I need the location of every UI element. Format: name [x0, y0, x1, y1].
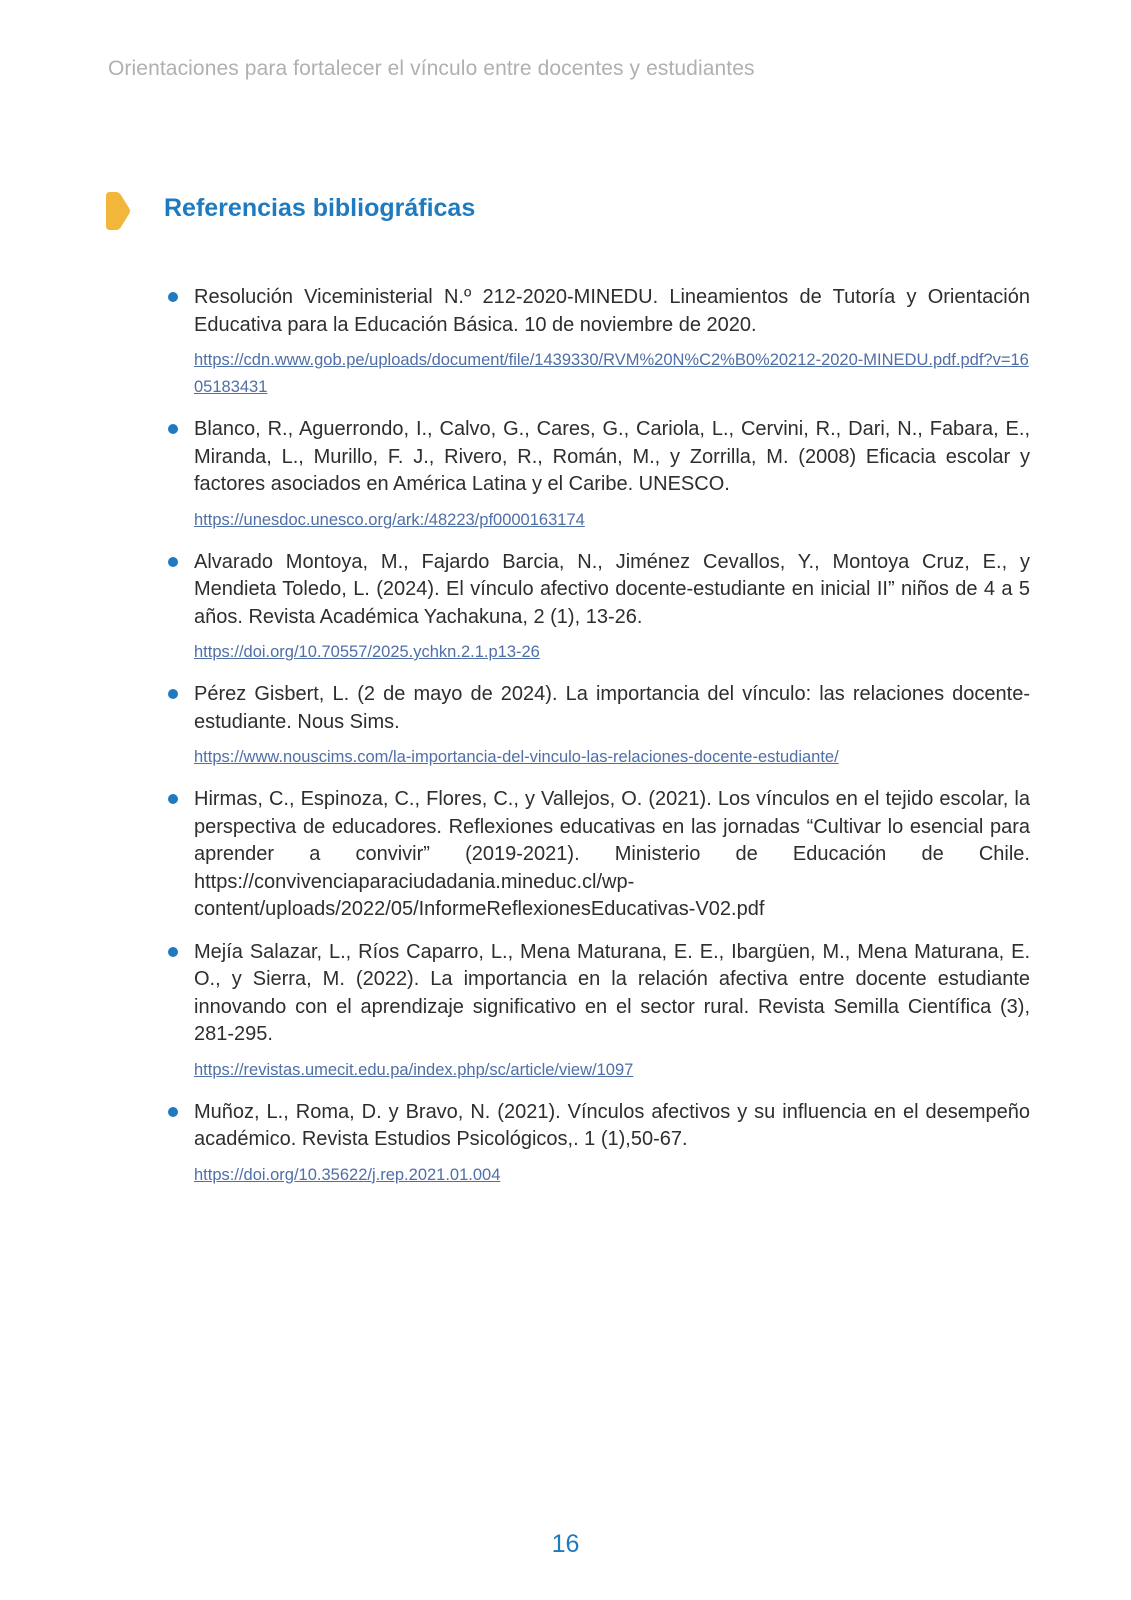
reference-link[interactable]: https://doi.org/10.70557/2025.ychkn.2.1.p13-26 [194, 643, 540, 661]
bullet-icon [168, 947, 178, 957]
reference-item [166, 786, 1030, 924]
reference-link[interactable]: https://unesdoc.unesco.org/ark:/48223/pf0000163174 [194, 510, 585, 529]
reference-link[interactable]: https://doi.org/10.35622/j.rep.2021.01.004 [194, 1165, 501, 1184]
reference-text: Blanco, R., Aguerrondo, I., Calvo, G., Cares, G., Cariola, L., Cervini, R., Dari, N., Fabara, E., Miranda, L., Murillo, F. J., Rivero, R., Román, M., y Zorrilla, M. (2008) Eficacia escolar y factores asociados en América Latina y el Caribe. UNESCO. [194, 418, 1030, 495]
reference-item [166, 284, 1030, 401]
reference-link[interactable]: https://www.nouscims.com/la-importancia-del-vinculo-las-relaciones-docente-estudiante/ [194, 748, 839, 766]
reference-item [166, 1099, 1030, 1189]
reference-text: Alvarado Montoya, M., Fajardo Barcia, N., Jiménez Cevallos, Y., Montoya Cruz, E., y Mendieta Toledo, L. (2024). El vínculo afectivo docente-estudiante en inicial II” niños de 4 a 5 años. Revista Académica Yachakuna, 2 (1), 13-26. [194, 550, 1030, 628]
bullet-icon [168, 292, 178, 302]
bullet-icon [168, 557, 178, 567]
reference-text: Pérez Gisbert, L. (2 de mayo de 2024). La importancia del vínculo: las relaciones docente-estudiante. Nous Sims. [194, 683, 1030, 733]
reference-item [166, 416, 1030, 534]
reference-item [166, 939, 1030, 1084]
reference-text: Hirmas, C., Espinoza, C., Flores, C., y Vallejos, O. (2021). Los vínculos en el tejido escolar, la perspectiva de educadores. Reflexiones educativas en las jornadas “Cultivar lo esencial para aprender a convivir” (2019-2021). Ministerio de Educación de Chile. https://convivenciaparaciudadania.mineduc.cl/wp-content/uploads/2022/05/InformeReflexionesEducativas-V02.pdf [194, 788, 1030, 920]
reference-text: Mejía Salazar, L., Ríos Caparro, L., Mena Maturana, E. E., Ibargüen, M., Mena Maturana, E. O., y Sierra, M. (2022). La importancia en la relación afectiva entre docente estudiante innovando con el aprendizaje significativo en el sector rural. Revista Semilla Científica (3), 281-295. [194, 940, 1030, 1045]
bullet-icon [168, 794, 178, 804]
reference-item [166, 681, 1030, 771]
reference-link[interactable]: https://revistas.umecit.edu.pa/index.php/sc/article/view/1097 [194, 1060, 634, 1079]
reference-item [166, 549, 1030, 667]
section-marker-icon [106, 192, 130, 230]
reference-list [166, 284, 1030, 1204]
running-header: Orientaciones para fortalecer el vínculo entre docentes y estudiantes [108, 57, 755, 80]
reference-link[interactable]: https://cdn.www.gob.pe/uploads/document/file/1439330/RVM%20N%C2%B0%20212-2020-MINEDU.pdf.pdf?v=1605183431 [194, 351, 1029, 396]
bullet-icon [168, 424, 178, 434]
bullet-icon [168, 689, 178, 699]
reference-text: Resolución Viceministerial N.º 212-2020-MINEDU. Lineamientos de Tutoría y Orientación Educativa para la Educación Básica. 10 de noviembre de 2020. [194, 286, 1030, 336]
section-title: Referencias bibliográficas [164, 194, 476, 222]
reference-text: Muñoz, L., Roma, D. y Bravo, N. (2021). Vínculos afectivos y su influencia en el desempeño académico. Revista Estudios Psicológicos,. 1 (1),50-67. [194, 1100, 1030, 1150]
bullet-icon [168, 1107, 178, 1117]
page-number: 16 [551, 1530, 580, 1558]
